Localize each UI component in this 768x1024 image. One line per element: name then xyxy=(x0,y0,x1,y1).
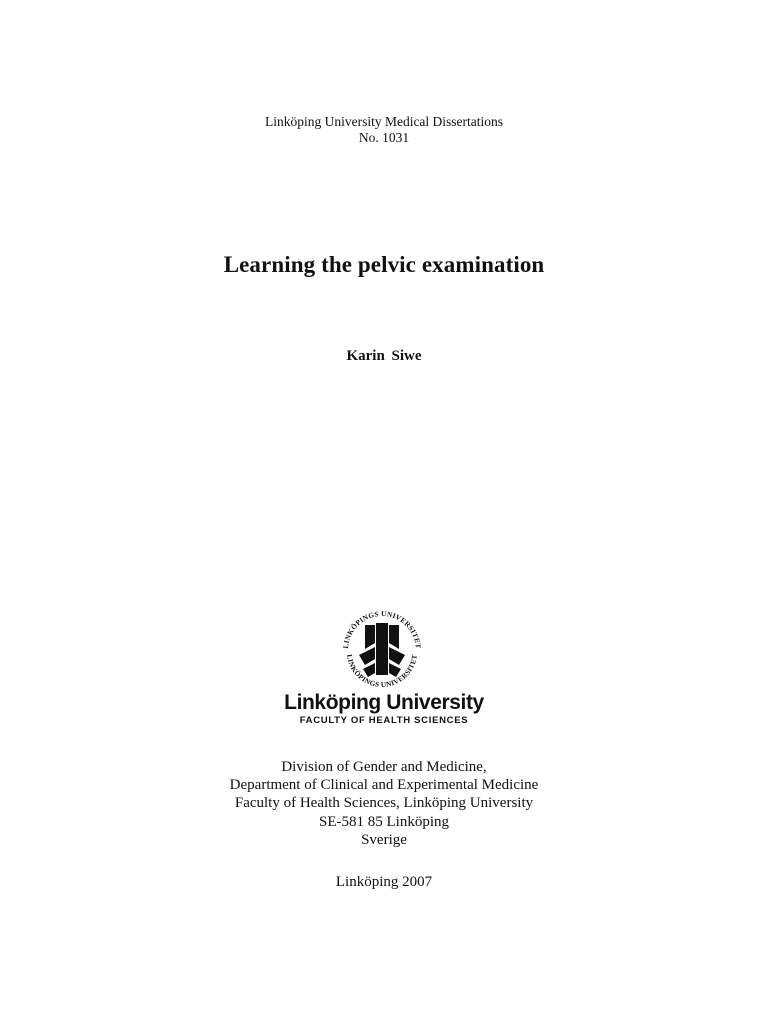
university-seal-logo xyxy=(335,603,429,697)
seal-ring-text-bottom: LINKÖPINGS UNIVERSITET xyxy=(345,653,419,690)
university-name: Linköping University xyxy=(284,691,484,714)
author-name: Karin Siwe xyxy=(346,348,422,364)
address-line: SE-581 85 Linköping xyxy=(319,813,449,830)
address-line: Sverige xyxy=(361,831,407,848)
affiliation-address xyxy=(0,758,768,849)
series-name: Linköping University Medical Dissertations xyxy=(264,114,504,129)
seal-emblem xyxy=(359,623,405,677)
address-line: Division of Gender and Medicine, xyxy=(281,759,487,775)
series-info xyxy=(0,114,768,146)
place-and-year: Linköping 2007 xyxy=(335,874,433,890)
dissertation-title: Learning the pelvic examination xyxy=(223,252,545,277)
address-line: Faculty of Health Sciences, Linköping University xyxy=(234,795,534,812)
faculty-name: FACULTY OF HEALTH SCIENCES xyxy=(299,715,469,726)
address-line: Department of Clinical and Experimental Medicine xyxy=(229,777,539,794)
series-number: No. 1031 xyxy=(358,130,410,145)
seal-ring-text-top: LINKÖPINGS UNIVERSITET xyxy=(341,609,423,650)
